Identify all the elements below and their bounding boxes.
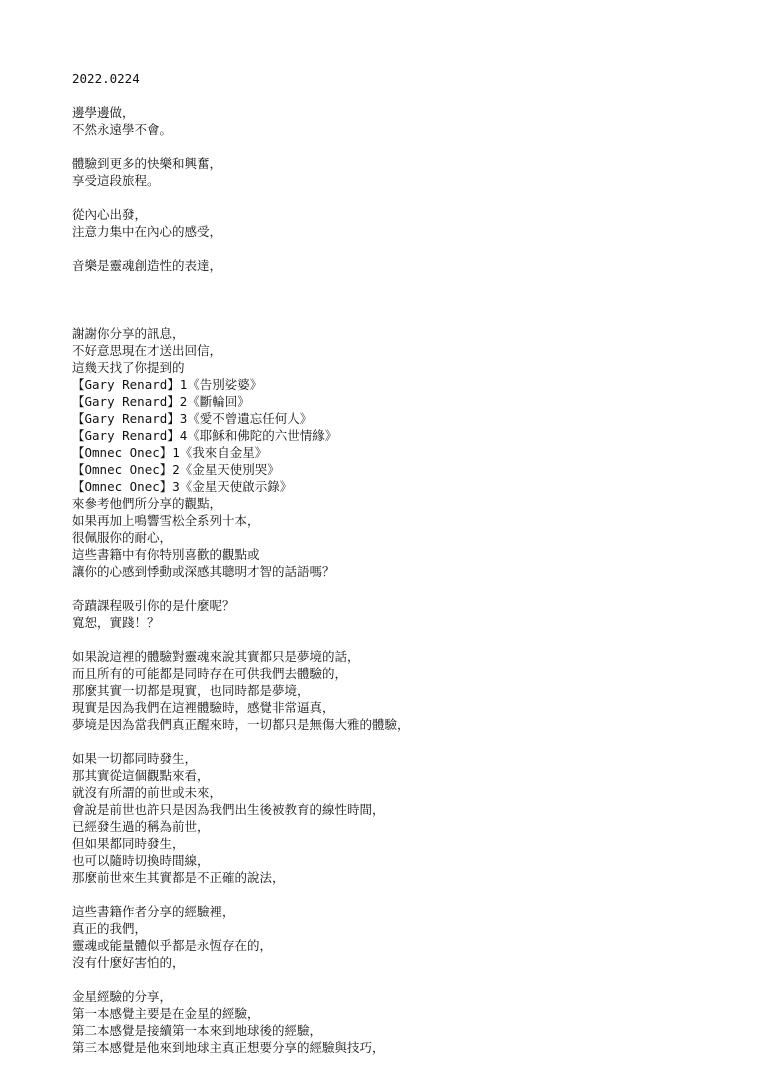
text-line: 【Gary Renard】4《耶穌和佛陀的六世情緣》 bbox=[72, 428, 338, 443]
text-line: 不好意思現在才送出回信， bbox=[72, 343, 223, 358]
text-line: 就沒有所謂的前世或未來， bbox=[72, 785, 223, 800]
text-line: 【Gary Renard】3《愛不曾遺忘任何人》 bbox=[72, 411, 313, 426]
text-line: 如果再加上鳴響雪松全系列十本， bbox=[72, 513, 260, 528]
text-line: 【Omnec Onec】2《金星天使別哭》 bbox=[72, 462, 280, 477]
text-line: 那麼前世來生其實都是不正確的說法， bbox=[72, 870, 285, 885]
text-line: 奇蹟課程吸引你的是什麼呢？ bbox=[72, 598, 235, 613]
text-line: 金星經驗的分享， bbox=[72, 989, 173, 1004]
paragraph bbox=[72, 648, 712, 733]
paragraph bbox=[72, 206, 712, 240]
paragraph bbox=[72, 155, 712, 189]
text-line: 靈魂或能量體似乎都是永恆存在的， bbox=[72, 938, 273, 953]
text-line: 【Omnec Onec】3《金星天使啟示錄》 bbox=[72, 479, 293, 494]
text-line: 如果一切都同時發生， bbox=[72, 751, 198, 766]
text-line: 那其實從這個觀點來看， bbox=[72, 768, 210, 783]
paragraph bbox=[72, 988, 712, 1056]
text-line: 注意力集中在內心的感受， bbox=[72, 224, 223, 239]
text-line: 會說是前世也許只是因為我們出生後被教育的線性時間， bbox=[72, 802, 385, 817]
paragraph bbox=[72, 903, 712, 971]
text-line: 不然永遠學不會。 bbox=[72, 122, 173, 137]
paragraph bbox=[72, 597, 712, 631]
text-line: 寬恕，實踐！？ bbox=[72, 615, 160, 630]
paragraph bbox=[72, 750, 712, 886]
document-page bbox=[72, 70, 712, 1073]
document-date: 2022.0224 bbox=[72, 71, 140, 86]
text-line: 這些書籍中有你特別喜歡的觀點或 bbox=[72, 547, 260, 562]
text-line: 也可以隨時切換時間線， bbox=[72, 853, 210, 868]
document-body bbox=[72, 104, 712, 1056]
text-line: 邊學邊做， bbox=[72, 105, 135, 120]
text-line: 音樂是靈魂創造性的表達， bbox=[72, 258, 223, 273]
text-line: 從內心出發， bbox=[72, 207, 148, 222]
text-line: 第一本感覺主要是在金星的經驗， bbox=[72, 1006, 260, 1021]
text-line: 很佩服你的耐心， bbox=[72, 530, 173, 545]
text-line: 而且所有的可能都是同時存在可供我們去體驗的， bbox=[72, 666, 348, 681]
text-line: 讓你的心感到悸動或深感其聰明才智的話語嗎？ bbox=[72, 564, 335, 579]
text-line: 這些書籍作者分享的經驗裡， bbox=[72, 904, 235, 919]
text-line: 謝謝你分享的訊息， bbox=[72, 326, 185, 341]
text-line: 沒有什麼好害怕的， bbox=[72, 955, 185, 970]
text-line: 【Omnec Onec】1《我來自金星》 bbox=[72, 445, 268, 460]
text-line: 享受這段旅程。 bbox=[72, 173, 160, 188]
text-line: 現實是因為我們在這裡體驗時，感覺非常逼真， bbox=[72, 700, 335, 715]
text-line: 【Gary Renard】1《告別娑婆》 bbox=[72, 377, 263, 392]
text-line: 但如果都同時發生， bbox=[72, 836, 185, 851]
text-line: 如果說這裡的體驗對靈魂來說其實都只是夢境的話， bbox=[72, 649, 360, 664]
text-line: 真正的我們， bbox=[72, 921, 148, 936]
text-line: 這幾天找了你提到的 bbox=[72, 360, 185, 375]
paragraph bbox=[72, 325, 712, 580]
text-line: 體驗到更多的快樂和興奮， bbox=[72, 156, 223, 171]
text-line: 【Gary Renard】2《斷輪回》 bbox=[72, 394, 250, 409]
text-line: 第二本感覺是接續第一本來到地球後的經驗， bbox=[72, 1023, 323, 1038]
text-line: 第三本感覺是他來到地球主真正想要分享的經驗與技巧， bbox=[72, 1040, 385, 1055]
paragraph bbox=[72, 104, 712, 138]
text-line: 那麼其實一切都是現實，也同時都是夢境， bbox=[72, 683, 310, 698]
text-line: 來參考他們所分享的觀點， bbox=[72, 496, 223, 511]
text-line: 夢境是因為當我們真正醒來時，一切都只是無傷大雅的體驗， bbox=[72, 717, 410, 732]
paragraph bbox=[72, 257, 712, 274]
text-line: 已經發生過的稱為前世， bbox=[72, 819, 210, 834]
